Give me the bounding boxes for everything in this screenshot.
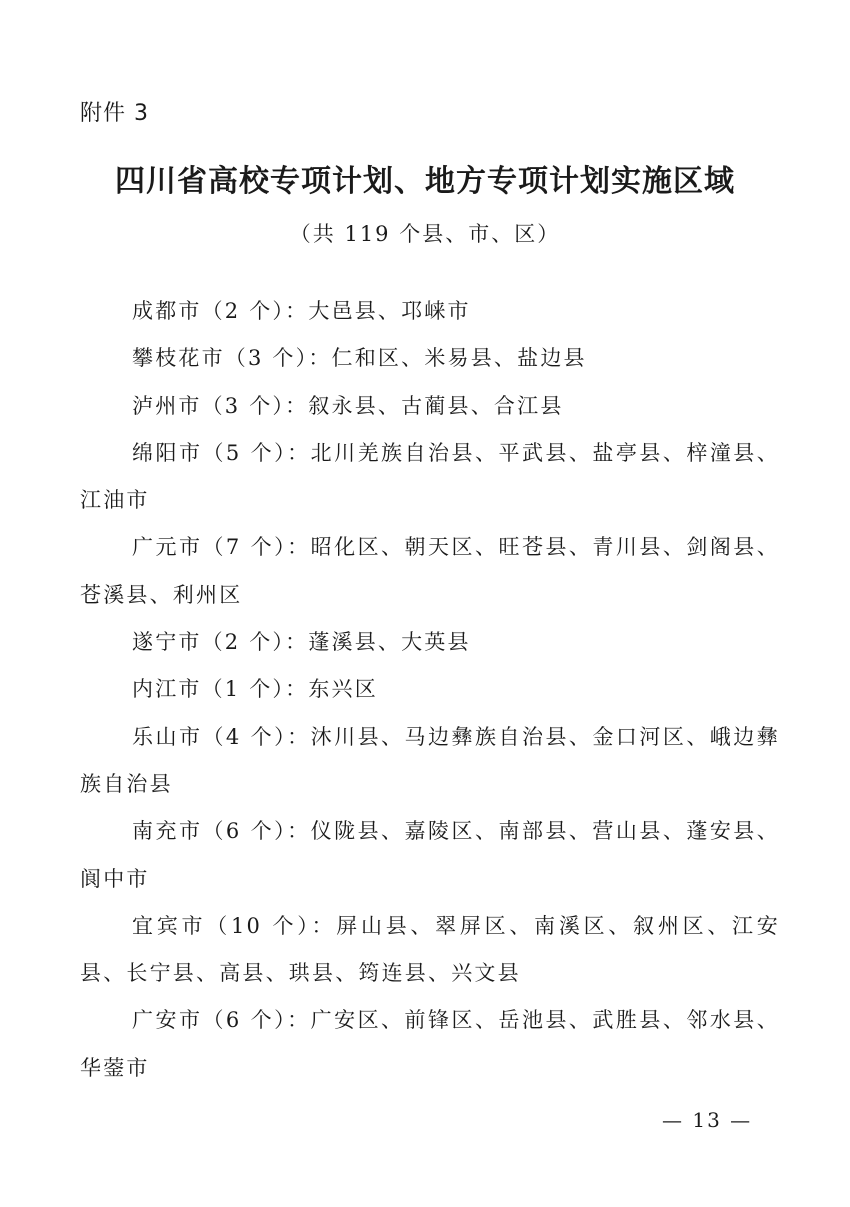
region-entry-luzhou: 泸州市（3 个）：叙永县、古蔺县、合江县 xyxy=(132,393,564,418)
attachment-label: 附件 3 xyxy=(80,101,149,126)
page-number: — 13 — xyxy=(662,1108,753,1132)
document-title: 四川省高校专项计划、地方专项计划实施区域 xyxy=(115,164,735,199)
region-entry-nanchong: 南充市（6 个）：仪陇县、嘉陵区、南部县、营山县、蓬安县、阆中市 xyxy=(80,819,780,891)
region-entry-guangyuan: 广元市（7 个）：昭化区、朝天区、旺苍县、青川县、剑阁县、苍溪县、利州区 xyxy=(80,535,780,607)
region-entry-chengdu: 成都市（2 个）：大邑县、邛崃市 xyxy=(132,299,471,323)
region-entry-yibin: 宜宾市（10 个）：屏山县、翠屏区、南溪区、叙州区、江安县、长宁县、高县、珙县、筠连县、兴文县 xyxy=(80,913,780,986)
region-entry-panzhihua: 攀枝花市（3 个）：仁和区、米易县、盐边县 xyxy=(132,346,587,371)
region-entry-neijiang: 内江市（1 个）：东兴区 xyxy=(132,677,378,702)
document-subtitle: （共 119 个县、市、区） xyxy=(289,222,561,246)
region-list xyxy=(80,288,780,1092)
region-entry-leshan: 乐山市（4 个）：沐川县、马边彝族自治县、金口河区、峨边彝族自治县 xyxy=(80,724,780,796)
region-entry-guangan: 广安市（6 个）：广安区、前锋区、岳池县、武胜县、邻水县、华蓥市 xyxy=(80,1008,780,1080)
region-entry-mianyang: 绵阳市（5 个）：北川羌族自治县、平武县、盐亭县、梓潼县、江油市 xyxy=(80,440,780,513)
region-entry-suining: 遂宁市（2 个）：蓬溪县、大英县 xyxy=(132,630,471,655)
